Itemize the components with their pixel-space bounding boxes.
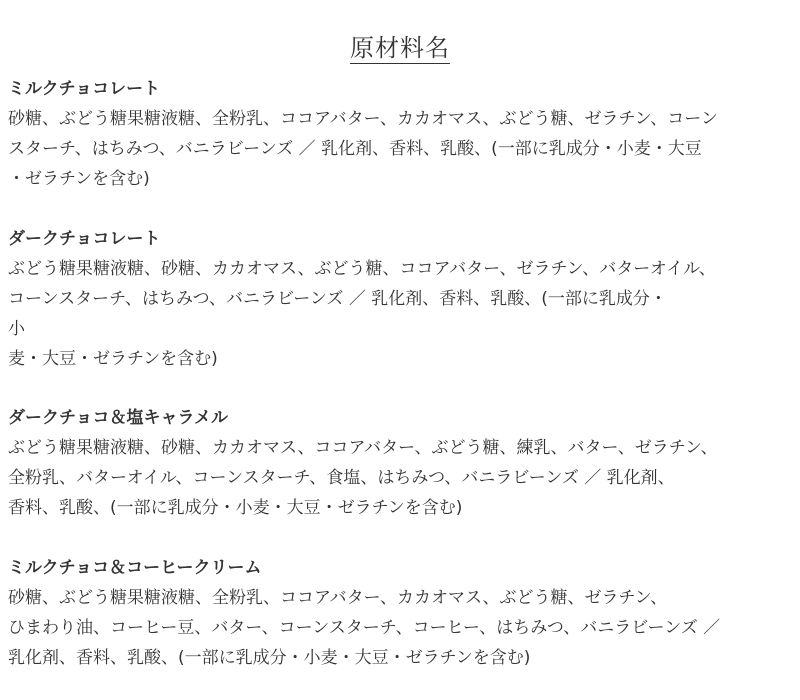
ingredients-line: コーンスターチ、はちみつ、バニラビーンズ ／ 乳化剤、香料、乳酸、(一部に乳成分・ (8, 289, 667, 309)
page-title-text: 原材料名 (350, 34, 450, 63)
ingredients-line: 乳化剤、香料、乳酸、(一部に乳成分・小麦・大豆・ゼラチンを含む) (8, 648, 531, 668)
ingredients-section-milk-chocolate (8, 74, 800, 194)
ingredients-line: 香料、乳酸、(一部に乳成分・小麦・大豆・ゼラチンを含む) (8, 498, 463, 518)
ingredients-line: 小 (8, 319, 25, 339)
ingredients-line: 砂糖、ぶどう糖果糖液糖、全粉乳、ココアバター、カカオマス、ぶどう糖、ゼラチン、コーン (8, 109, 718, 129)
ingredients-section-milk-coffee-cream (8, 553, 800, 673)
ingredients-line: スターチ、はちみつ、バニラビーンズ ／ 乳化剤、香料、乳酸、(一部に乳成分・小麦・大豆 (8, 139, 702, 159)
ingredients-line: ひまわり油、コーヒー豆、バター、コーンスターチ、コーヒー、はちみつ、バニラビーンズ ／ (8, 618, 721, 638)
section-heading: ミルクチョコレート (8, 79, 161, 99)
ingredients-line: ぶどう糖果糖液糖、砂糖、カカオマス、ココアバター、ぶどう糖、練乳、バター、ゼラチン、 (8, 438, 718, 458)
section-heading: ミルクチョコ＆コーヒークリーム (8, 558, 262, 578)
page-title (0, 32, 800, 64)
ingredients-line: 砂糖、ぶどう糖果糖液糖、全粉乳、ココアバター、カカオマス、ぶどう糖、ゼラチン、 (8, 588, 668, 608)
ingredients-line: 麦・大豆・ゼラチンを含む) (8, 349, 218, 369)
ingredients-section-dark-chocolate (8, 224, 800, 374)
section-heading: ダークチョコレート (8, 229, 161, 249)
ingredients-line: ぶどう糖果糖液糖、砂糖、カカオマス、ぶどう糖、ココアバター、ゼラチン、バターオイル、 (8, 259, 716, 279)
ingredients-line: ・ゼラチンを含む) (8, 169, 150, 189)
ingredients-section-dark-salt-caramel (8, 403, 800, 523)
section-heading: ダークチョコ＆塩キャラメル (8, 408, 228, 428)
ingredients-line: 全粉乳、バターオイル、コーンスターチ、食塩、はちみつ、バニラビーンズ ／ 乳化剤、 (8, 468, 675, 488)
